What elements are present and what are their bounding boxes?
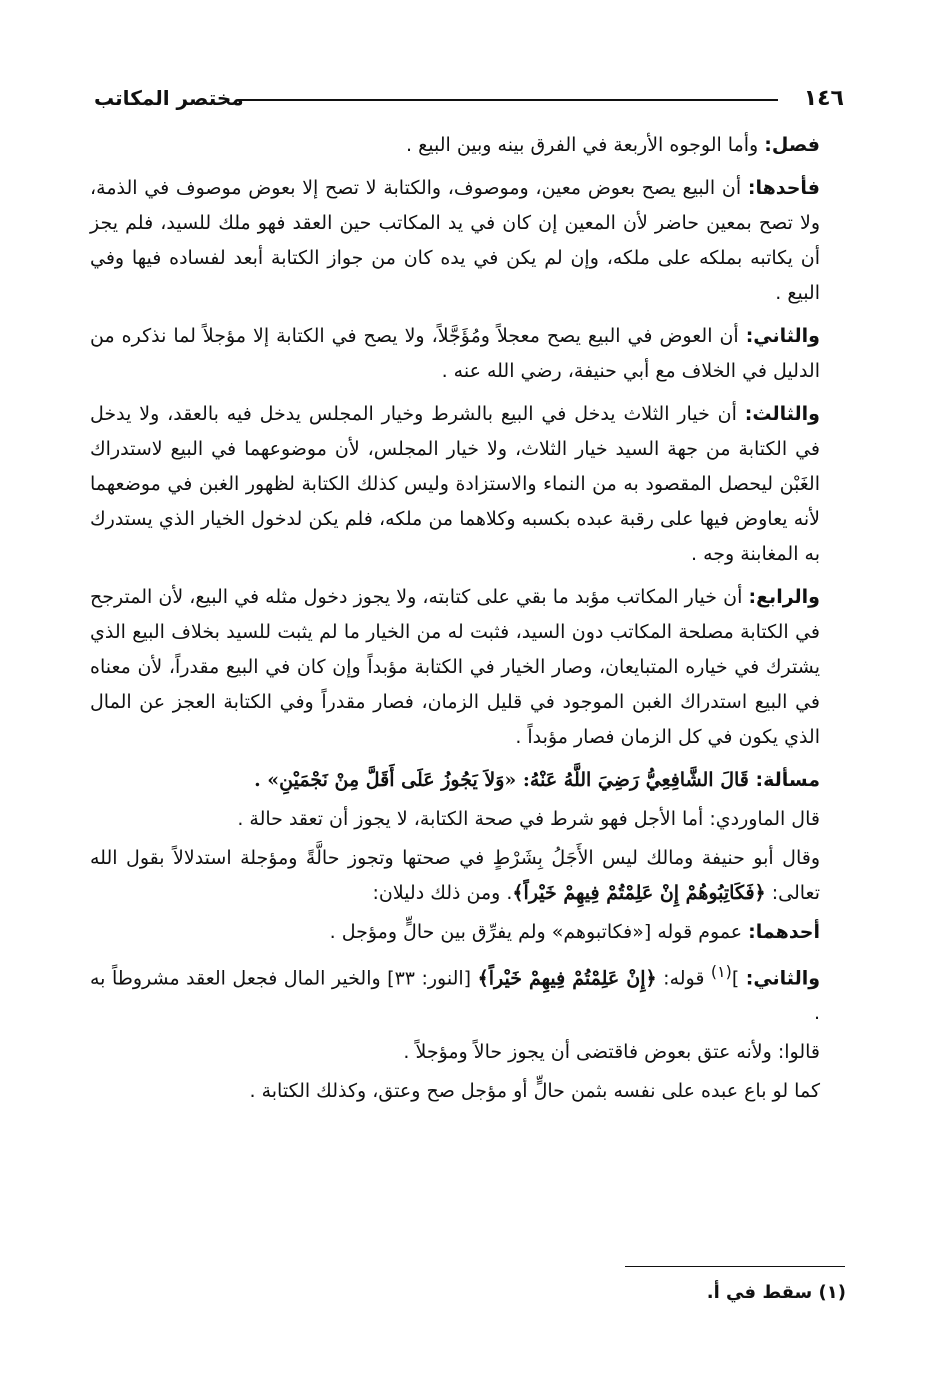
quran-verse: ﴿فَكَاتِبُوهُمْ إِنْ عَلِمْتُمْ فِيهِمْ خَيْراً﴾ bbox=[512, 882, 766, 904]
paragraph-lead: والرابع: bbox=[748, 586, 820, 608]
shafii-quote: قَالَ الشَّافِعِيُّ رَضِيَ اللَّهُ عَنْهُ: «وَلاَ يَجُوزُ عَلَى أَقَلَّ مِنْ نَجْمَيْنِ» . bbox=[254, 769, 756, 791]
mawardi-text: قال الماوردي: أما الأجل فهو شرط في صحة الكتابة، لا يجوز أن تعقد حالة . bbox=[237, 808, 820, 830]
header-rule bbox=[238, 99, 778, 101]
paragraph-text: أن العوض في البيع يصح معجلاً ومُؤَجَّلاً، ولا يصح في الكتابة إلا مؤجلاً لما نذكره من الدليل في الخلاف مع أبي حنيفة، رضي الله عنه . bbox=[90, 325, 820, 382]
paragraph-second-proof bbox=[90, 954, 846, 1031]
first-proof-lead: أحدهما: bbox=[748, 921, 820, 943]
quran-verse: ﴿إِنْ عَلِمْتُمْ فِيهِمْ خَيْراً﴾ bbox=[477, 967, 657, 990]
footnote-text: سقط في أ. bbox=[706, 1282, 813, 1303]
second-proof-text: قوله: bbox=[656, 967, 711, 990]
paragraph-abu-hanifa bbox=[90, 841, 846, 911]
abu-hanifa-text-end: . ومن ذلك دليلان: bbox=[372, 882, 513, 904]
body-text bbox=[90, 128, 846, 1113]
page-number: ١٤٦ bbox=[803, 86, 844, 111]
footnote-rule bbox=[625, 1266, 845, 1267]
paragraph-qalu bbox=[90, 1035, 846, 1070]
paragraph-lead: فصل: bbox=[764, 134, 820, 156]
paragraph-masala bbox=[90, 763, 846, 798]
paragraph-text: أن البيع يصح بعوض معين، وموصوف، والكتابة لا تصح إلا بعوض موصوف في الذمة، ولا تصح بمعين حاضر لأن المعين إن كان في يد المكاتب حين العقد فهو ملك للسيد، فلم يجز أن يكاتبه بملكه على ملكه، وإن لم يكن في يده كان من جواز الكتابة أبعد لفساده فيها وفي البيع . bbox=[90, 177, 820, 304]
masala-lead: مسألة: bbox=[755, 769, 820, 791]
footnote bbox=[520, 1282, 846, 1303]
paragraph-kama bbox=[90, 1074, 846, 1109]
abu-hanifa-text: وقال أبو حنيفة ومالك ليس الأَجَلُ بِشَرْطٍ في صحتها وتجوز حالَّةً ومؤجلة استدلالاً بقول الله تعالى: bbox=[90, 847, 820, 904]
paragraph-third bbox=[90, 397, 846, 572]
second-proof-lead: والثاني: bbox=[745, 967, 821, 990]
paragraph-text: أن خيار المكاتب مؤبد ما بقي على كتابته، ولا يجوز دخول مثله في البيع، لأن المترجح في الكتابة مصلحة المكاتب دون السيد، فثبت له من الخيار ما لم يثبت للسيد بخلاف البيع الذي يشترك في خياره المتبايعان، وصار الخيار في الكتابة مؤبداً وإن كان في البيع مقدراً، لأن معناه في البيع استدراك الغبن الموجود في قليل الزمان، فصار مقدراً وفي الكتابة العجز عن المال الذي يكون في كل الزمان فصار مؤبداً . bbox=[90, 586, 820, 748]
paragraph-mawardi bbox=[90, 802, 846, 837]
paragraph-lead: والثالث: bbox=[744, 403, 820, 425]
running-title: مختصر المكاتب bbox=[94, 86, 244, 110]
paragraph-second bbox=[90, 319, 846, 389]
footnote-number: (١) bbox=[818, 1282, 846, 1303]
paragraph-text: وأما الوجوه الأربعة في الفرق بينه وبين البيع . bbox=[406, 134, 765, 156]
paragraph-first-proof bbox=[90, 915, 846, 950]
kama-text: كما لو باع عبده على نفسه بثمن حالٍّ أو مؤجل صح وعتق، وكذلك الكتابة . bbox=[249, 1080, 820, 1103]
paragraph-lead: والثاني: bbox=[745, 325, 820, 347]
paragraph-fourth bbox=[90, 580, 846, 755]
paragraph-lead: فأحدها: bbox=[747, 177, 820, 199]
second-proof-bracket: ] bbox=[731, 967, 746, 990]
paragraph-text: أن خيار الثلاث يدخل في البيع بالشرط وخيار المجلس يدخل فيه بالعقد، ولا يدخل في الكتابة من جهة السيد خيار الثلاث، ولا خيار المجلس، لأن موضوعهما في البيع لاستدراك الغَبْن ليحصل المقصود به من النماء والاستزادة وليس كذلك الكتابة لظهور الغبن في موضعهما لأنه يعاوض فيها على رقبة عبده بكسبه وكلاهما من ملكه، فلم يكن لدخول الخيار الذي يستدرك به المغابنة وجه . bbox=[90, 403, 820, 565]
paragraph-fasl bbox=[90, 128, 846, 163]
page-header bbox=[92, 86, 848, 120]
footnote-marker: (١) bbox=[710, 962, 732, 981]
first-proof-text: عموم قوله [«فكاتبوهم» ولم يفرِّق بين حالٍّ ومؤجل . bbox=[329, 921, 749, 943]
second-proof-text-end: [النور: ٣٣] والخير المال فجعل العقد مشروطاً به . bbox=[90, 967, 820, 1025]
qalu-text: قالوا: ولأنه عتق بعوض فاقتضى أن يجوز حالاً ومؤجلاً . bbox=[403, 1041, 820, 1064]
paragraph-first bbox=[90, 171, 846, 311]
